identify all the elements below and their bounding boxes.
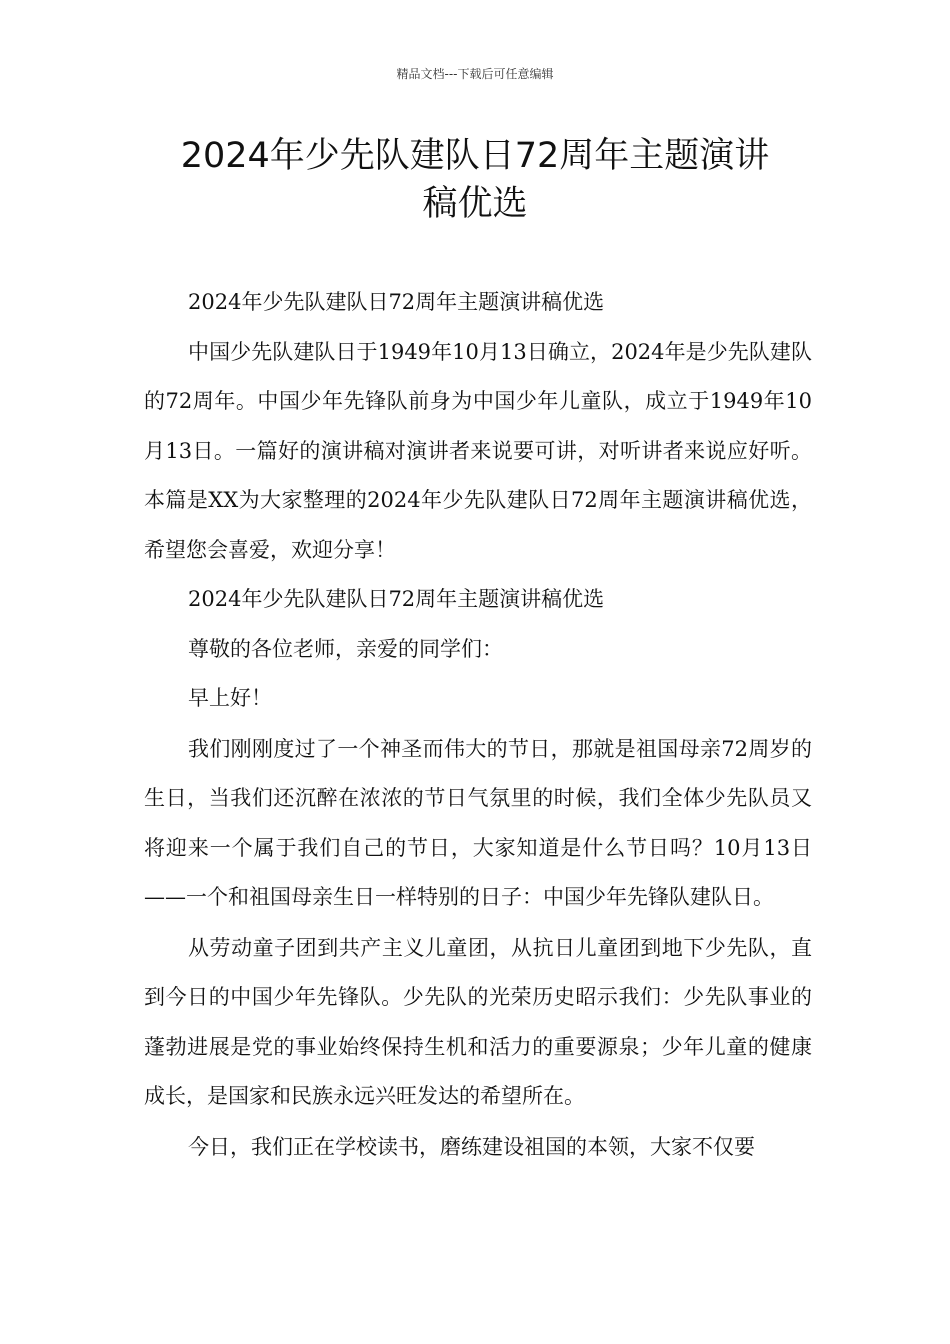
paragraph-salutation: 尊敬的各位老师，亲爱的同学们： xyxy=(188,636,503,661)
document-body xyxy=(144,278,812,1172)
document-title-line-1: 2024年少先队建队日72周年主题演讲 xyxy=(180,136,770,176)
page-header: 精品文档---下载后可任意编辑 xyxy=(396,67,554,81)
paragraph-speech-title: 2024年少先队建队日72周年主题演讲稿优选 xyxy=(188,587,605,611)
paragraph-body-2: 从劳动童子团到共产主义儿童团，从抗日儿童团到地下少先队，直到今日的中国少年先锋队。少先队的光荣历史昭示我们：少先队事业的蓬勃进展是党的事业始终保持生机和活力的重要源泉；少年儿童的健康成长，是国家和民族永远兴旺发达的希望所在。 xyxy=(144,935,812,1108)
paragraph-body-1: 我们刚刚度过了一个神圣而伟大的节日，那就是祖国母亲72周岁的生日，当我们还沉醉在浓浓的节日气氛里的时候，我们全体少先队员又将迎来一个属于我们自己的节日，大家知道是什么节日吗？10月13日——一个和祖国母亲生日一样特别的日子：中国少年先锋队建队日。 xyxy=(144,736,812,909)
document-title xyxy=(120,132,830,228)
paragraph-subtitle: 2024年少先队建队日72周年主题演讲稿优选 xyxy=(188,290,605,314)
paragraph-body-3: 今日，我们正在学校读书，磨练建设祖国的本领，大家不仅要 xyxy=(188,1134,755,1159)
paragraph-greeting: 早上好！ xyxy=(188,686,272,710)
paragraph-intro: 中国少先队建队日于1949年10月13日确立，2024年是少先队建队的72周年。中国少年先锋队前身为中国少年儿童队，成立于1949年10月13日。一篇好的演讲稿对演讲者来说要可讲，对听讲者来说应好听。本篇是XX为大家整理的2024年少先队建队日72周年主题演讲稿优选，希望您会喜爱，欢迎分享！ xyxy=(144,339,812,562)
document-title-line-2: 稿优选 xyxy=(422,184,528,224)
